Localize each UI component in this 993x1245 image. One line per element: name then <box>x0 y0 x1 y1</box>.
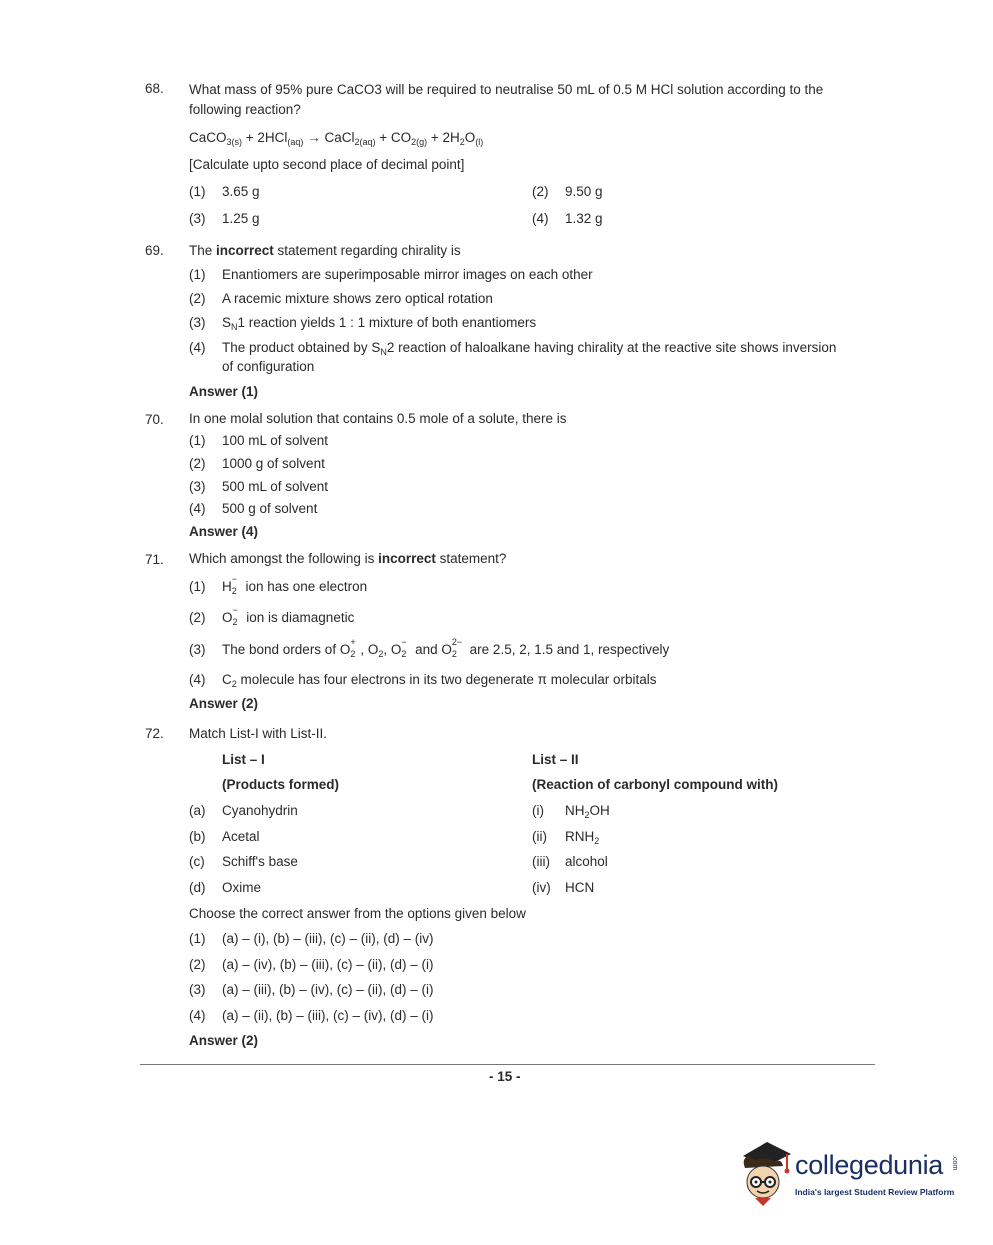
option-text: (a) – (iv), (b) – (iii), (c) – (ii), (d) – (i) <box>222 957 434 972</box>
list2-item: alcohol <box>565 854 608 869</box>
list2-item: $NH_2OH$ <box>565 803 610 820</box>
list2-label: (iii) <box>532 854 550 869</box>
option-number: (3) <box>189 982 206 997</box>
list1-label: (b) <box>189 829 206 844</box>
option-text: (a) – (iii), (b) – (iv), (c) – (ii), (d) – (i) <box>222 982 434 997</box>
question-number: 68. <box>145 81 164 96</box>
answer-label: Answer (4) <box>189 524 259 539</box>
question-note: [Calculate upto second place of decimal point] <box>189 157 465 172</box>
question-text: following reaction? <box>189 102 301 117</box>
option-number: (4) <box>189 1008 206 1023</box>
option-number: (4) <box>189 501 206 516</box>
option-text: 1.32 g <box>565 211 603 226</box>
option-number: (4) <box>189 672 206 687</box>
question-text: Which amongst the following is incorrect statement? <box>189 551 507 566</box>
option-text: 100 mL of solvent <box>222 433 329 448</box>
option-text: 9.50 g <box>565 184 603 199</box>
list1-item: Schiff's base <box>222 854 298 869</box>
option-number: (4) <box>532 211 549 226</box>
list1-item: Oxime <box>222 880 262 895</box>
option-number: (2) <box>189 610 206 625</box>
option-number: (1) <box>189 931 206 946</box>
list2-label: (iv) <box>532 880 551 895</box>
option-text: 500 g of solvent <box>222 501 318 516</box>
option-text: (a) – (i), (b) – (iii), (c) – (ii), (d) – (iv) <box>222 931 434 946</box>
option-text: The product obtained by $S_N2$ reaction of haloalkane having chirality at the reactive site shows inversion <box>222 340 837 357</box>
option-text: O − 2 ion is diamagnetic <box>222 605 355 628</box>
question-text: What mass of 95% pure CaCO3 will be required to neutralise 50 mL of 0.5 M HCl solution according to the <box>189 82 824 97</box>
question-text: Match List-I with List-II. <box>189 726 328 741</box>
list1-label: (c) <box>189 854 205 869</box>
list1-label: (d) <box>189 880 206 895</box>
answer-label: Answer (1) <box>189 384 259 399</box>
option-number: (2) <box>189 957 206 972</box>
option-text: A racemic mixture shows zero optical rotation <box>222 291 493 306</box>
option-text: 1000 g of solvent <box>222 456 325 471</box>
list2-subheading: (Reaction of carbonyl compound with) <box>532 777 778 792</box>
option-number: (2) <box>189 456 206 471</box>
option-text: $C_2$ molecule has four electrons in its two degenerate π molecular orbitals <box>222 672 657 689</box>
collegedunia-logo <box>735 1138 965 1208</box>
option-text: (a) – (ii), (b) – (iii), (c) – (iv), (d) – (i) <box>222 1008 434 1023</box>
page-number: - 15 - <box>489 1069 521 1084</box>
question-number: 69. <box>145 243 164 258</box>
question-text: In one molal solution that contains 0.5 mole of a solute, there is <box>189 411 567 426</box>
mascot-icon <box>735 1138 795 1208</box>
list2-label: (ii) <box>532 829 547 844</box>
list2-label: (i) <box>532 803 544 818</box>
option-number: (3) <box>189 315 206 330</box>
list1-item: Acetal <box>222 829 260 844</box>
list2-item: $RNH_2$ <box>565 829 600 846</box>
list1-label: (a) <box>189 803 206 818</box>
reaction-equation: CaCO$_{3(s)}$ + 2HCl$_{(aq)}$ → CaCl$_{2(aq)}$ + $CO_{2(g)} + 2H_2O_{(l)}$ <box>189 130 484 147</box>
option-text: 500 mL of solvent <box>222 479 329 494</box>
option-text: The bond orders of O + 2 , $O_2$, O − 2 and O 2− 2 are 2.5, 2, 1.5 and 1, respectively <box>222 637 670 660</box>
option-number: (3) <box>189 211 206 226</box>
list1-heading: List – I <box>222 752 265 767</box>
list1-subheading: (Products formed) <box>222 777 340 792</box>
answer-label: Answer (2) <box>189 696 259 711</box>
option-number: (3) <box>189 642 206 657</box>
list2-item: HCN <box>565 880 595 895</box>
footer-divider <box>140 1064 875 1065</box>
option-text-continued: of configuration <box>222 359 315 374</box>
list2-heading: List – II <box>532 752 579 767</box>
option-number: (1) <box>189 184 206 199</box>
option-number: (4) <box>189 340 206 355</box>
option-number: (1) <box>189 433 206 448</box>
option-number: (2) <box>532 184 549 199</box>
option-number: (2) <box>189 291 206 306</box>
option-number: (1) <box>189 579 206 594</box>
option-text: H − 2 ion has one electron <box>222 574 368 597</box>
answer-label: Answer (2) <box>189 1033 259 1048</box>
option-text: 3.65 g <box>222 184 260 199</box>
list1-item: Cyanohydrin <box>222 803 298 818</box>
option-number: (3) <box>189 479 206 494</box>
question-number: 72. <box>145 726 164 741</box>
brand-domain: .com <box>951 1155 958 1171</box>
option-text: $S_N1$ reaction yields 1 : 1 mixture of both enantiomers <box>222 315 537 332</box>
question-number: 70. <box>145 412 164 427</box>
option-text: 1.25 g <box>222 211 260 226</box>
option-number: (1) <box>189 267 206 282</box>
option-text: Enantiomers are superimposable mirror images on each other <box>222 267 593 282</box>
instruction-text: Choose the correct answer from the options given below <box>189 906 526 921</box>
brand-name: collegedunia <box>795 1150 944 1180</box>
question-number: 71. <box>145 552 164 567</box>
brand-tagline: India's largest Student Review Platform <box>795 1187 955 1197</box>
question-text: The incorrect statement regarding chirality is <box>189 243 461 258</box>
